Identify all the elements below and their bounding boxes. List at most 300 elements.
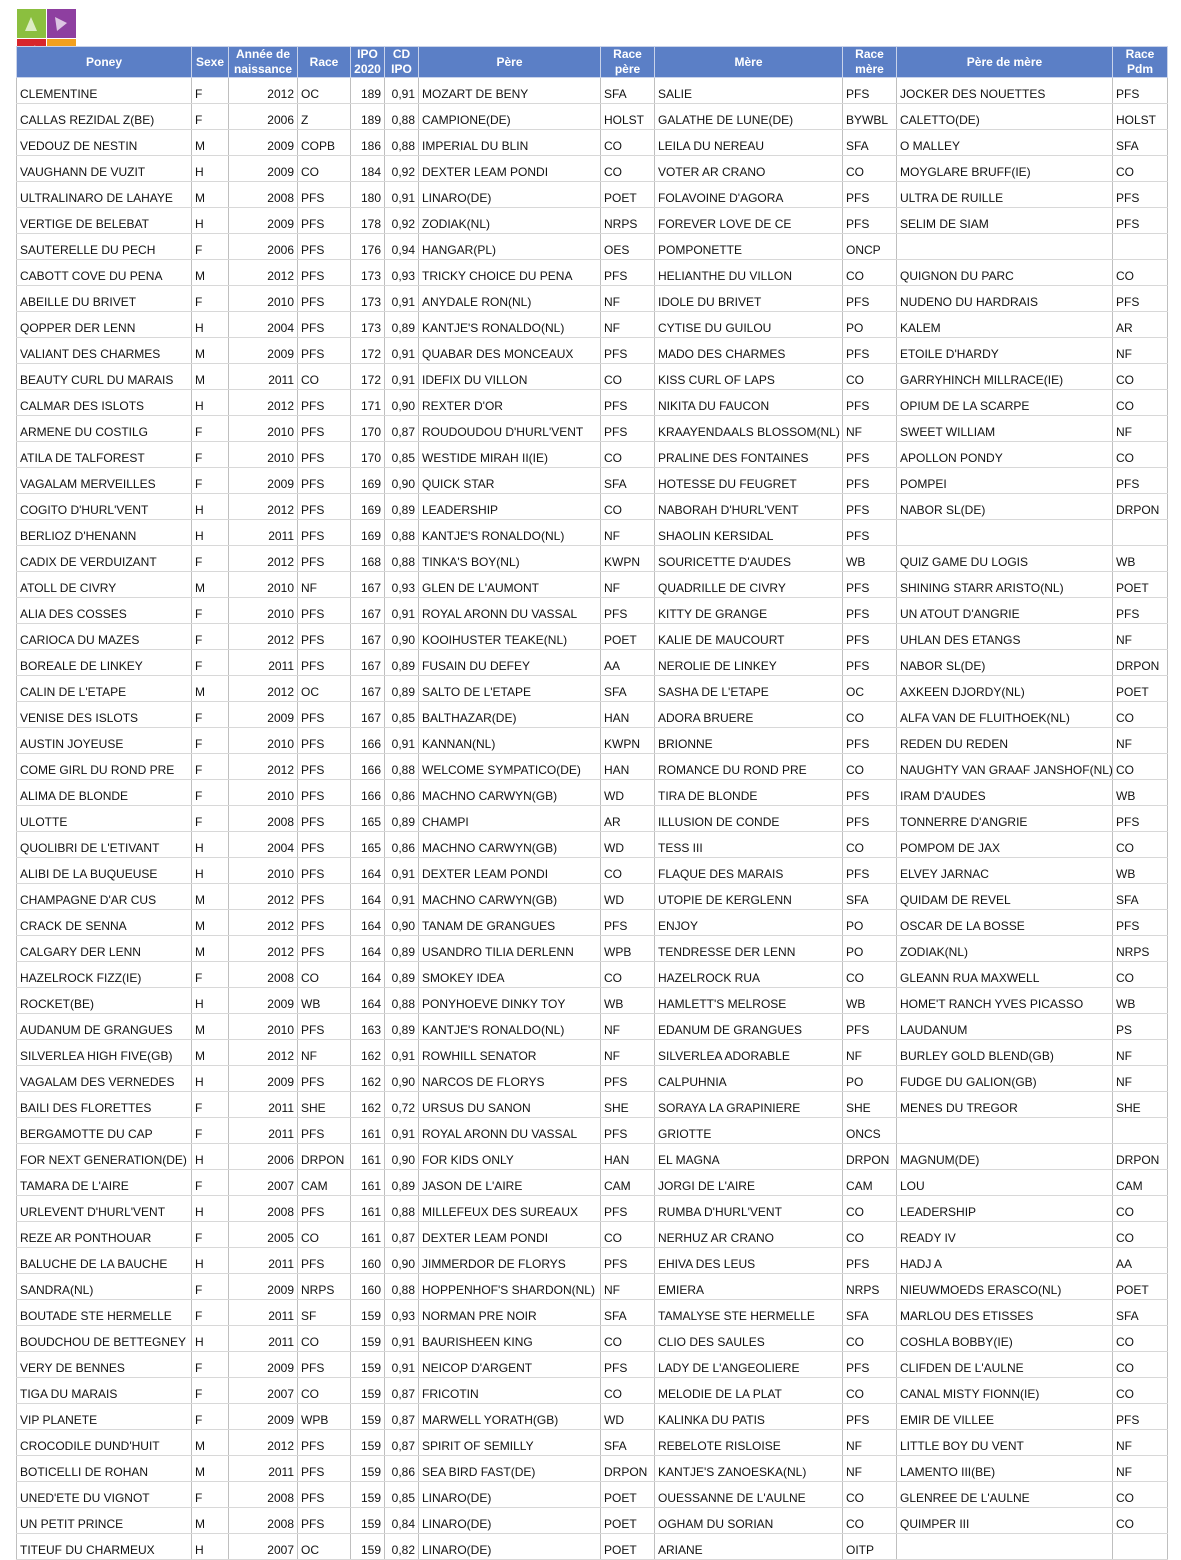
cell-race-mere: CO — [843, 962, 897, 988]
table-row — [17, 104, 1168, 130]
cell-ipo: 161 — [351, 1118, 385, 1144]
cell-sexe: H — [192, 1144, 229, 1170]
table-row — [17, 988, 1168, 1014]
cell-pere-de-mere: HADJ A — [897, 1248, 1113, 1274]
cell-race-pdm: SHE — [1113, 1092, 1168, 1118]
cell-poney: ROCKET(BE) — [17, 988, 192, 1014]
cell-mere: TAMALYSE STE HERMELLE — [655, 1300, 843, 1326]
cell-mere: SOURICETTE D'AUDES — [655, 546, 843, 572]
cell-ipo: 159 — [351, 1534, 385, 1560]
cell-annee: 2012 — [229, 260, 298, 286]
cell-race-pdm: CAM — [1113, 1170, 1168, 1196]
cell-race-pere: SFA — [601, 468, 655, 494]
cell-poney: VAGALAM MERVEILLES — [17, 468, 192, 494]
cell-cd-ipo: 0,86 — [385, 832, 419, 858]
cell-race-pdm: PFS — [1113, 182, 1168, 208]
cell-race-pdm: SFA — [1113, 130, 1168, 156]
cell-race-pere: CO — [601, 962, 655, 988]
cell-cd-ipo: 0,89 — [385, 676, 419, 702]
cell-poney: CALMAR DES ISLOTS — [17, 390, 192, 416]
cell-race-mere: CO — [843, 156, 897, 182]
cell-cd-ipo: 0,90 — [385, 468, 419, 494]
cell-race-mere: BYWBL — [843, 104, 897, 130]
header-pere[interactable]: Père — [419, 47, 601, 78]
cell-race-pdm: PFS — [1113, 598, 1168, 624]
cell-pere: NEICOP D'ARGENT — [419, 1352, 601, 1378]
cell-cd-ipo: 0,90 — [385, 624, 419, 650]
cell-pere-de-mere: GLEANN RUA MAXWELL — [897, 962, 1113, 988]
cell-cd-ipo: 0,88 — [385, 546, 419, 572]
cell-sexe: F — [192, 286, 229, 312]
cell-ipo: 164 — [351, 858, 385, 884]
cell-mere: LADY DE L'ANGEOLIERE — [655, 1352, 843, 1378]
cell-sexe: F — [192, 754, 229, 780]
cell-poney: CARIOCA DU MAZES — [17, 624, 192, 650]
table-row — [17, 1144, 1168, 1170]
cell-ipo: 161 — [351, 1170, 385, 1196]
cell-race-pere: HAN — [601, 754, 655, 780]
table-row — [17, 806, 1168, 832]
cell-pere-de-mere: NABOR SL(DE) — [897, 494, 1113, 520]
cell-race: PFS — [298, 234, 351, 260]
cell-race-pere: NF — [601, 286, 655, 312]
table-row — [17, 1274, 1168, 1300]
cell-ipo: 163 — [351, 1014, 385, 1040]
cell-poney: URLEVENT D'HURL'VENT — [17, 1196, 192, 1222]
cell-cd-ipo: 0,91 — [385, 1352, 419, 1378]
cell-ipo: 169 — [351, 494, 385, 520]
table-row — [17, 390, 1168, 416]
table-row — [17, 338, 1168, 364]
cell-race: WPB — [298, 1404, 351, 1430]
cell-cd-ipo: 0,88 — [385, 754, 419, 780]
cell-cd-ipo: 0,89 — [385, 494, 419, 520]
cell-race-pere: WD — [601, 884, 655, 910]
cell-race-pere: NRPS — [601, 208, 655, 234]
table-row — [17, 1456, 1168, 1482]
cell-annee: 2011 — [229, 364, 298, 390]
header-race-mere[interactable]: Race mère — [843, 47, 897, 78]
cell-pere: URSUS DU SANON — [419, 1092, 601, 1118]
cell-race-mere: PFS — [843, 78, 897, 104]
cell-poney: BOUDCHOU DE BETTEGNEY — [17, 1326, 192, 1352]
cell-race-pere: SFA — [601, 1300, 655, 1326]
table-row — [17, 1482, 1168, 1508]
cell-race: PFS — [298, 650, 351, 676]
cell-ipo: 159 — [351, 1508, 385, 1534]
cell-sexe: F — [192, 1170, 229, 1196]
cell-cd-ipo: 0,93 — [385, 260, 419, 286]
cell-mere: QUADRILLE DE CIVRY — [655, 572, 843, 598]
cell-sexe: H — [192, 1326, 229, 1352]
cell-race-mere: PFS — [843, 208, 897, 234]
cell-ipo: 162 — [351, 1040, 385, 1066]
cell-race: PFS — [298, 208, 351, 234]
cell-cd-ipo: 0,87 — [385, 1378, 419, 1404]
cell-ipo: 159 — [351, 1326, 385, 1352]
header-race-pere[interactable]: Race père — [601, 47, 655, 78]
cell-race: PFS — [298, 416, 351, 442]
cell-sexe: F — [192, 1274, 229, 1300]
cell-cd-ipo: 0,91 — [385, 858, 419, 884]
cell-race-pdm: CO — [1113, 1482, 1168, 1508]
cell-annee: 2011 — [229, 1300, 298, 1326]
cell-cd-ipo: 0,88 — [385, 104, 419, 130]
cell-pere-de-mere: EMIR DE VILLEE — [897, 1404, 1113, 1430]
cell-poney: BEAUTY CURL DU MARAIS — [17, 364, 192, 390]
cell-pere: TINKA'S BOY(NL) — [419, 546, 601, 572]
cell-race-mere: NF — [843, 1430, 897, 1456]
cell-pere-de-mere: O MALLEY — [897, 130, 1113, 156]
cell-ipo: 184 — [351, 156, 385, 182]
cell-sexe: F — [192, 416, 229, 442]
cell-race-pere: PFS — [601, 1196, 655, 1222]
cell-race-mere: PFS — [843, 780, 897, 806]
cell-annee: 2009 — [229, 702, 298, 728]
cell-annee: 2008 — [229, 962, 298, 988]
cell-race-pere: WB — [601, 988, 655, 1014]
cell-race-pdm: CO — [1113, 364, 1168, 390]
cell-annee: 2012 — [229, 78, 298, 104]
cell-race-mere: PFS — [843, 624, 897, 650]
cell-mere: HAZELROCK RUA — [655, 962, 843, 988]
cell-cd-ipo: 0,87 — [385, 416, 419, 442]
cell-race-pere: PFS — [601, 260, 655, 286]
cell-sexe: H — [192, 832, 229, 858]
cell-mere: NIKITA DU FAUCON — [655, 390, 843, 416]
cell-ipo: 178 — [351, 208, 385, 234]
cell-poney: ULOTTE — [17, 806, 192, 832]
cell-race: CO — [298, 364, 351, 390]
cell-cd-ipo: 0,93 — [385, 1300, 419, 1326]
table-header-row — [17, 47, 1168, 78]
cell-race-pere: CO — [601, 442, 655, 468]
cell-ipo: 159 — [351, 1352, 385, 1378]
cell-poney: AUDANUM DE GRANGUES — [17, 1014, 192, 1040]
cell-race: PFS — [298, 468, 351, 494]
cell-ipo: 166 — [351, 728, 385, 754]
cell-race-pere: PFS — [601, 1352, 655, 1378]
cell-sexe: F — [192, 728, 229, 754]
cell-race-pere: NF — [601, 1274, 655, 1300]
cell-pere: LINARO(DE) — [419, 1534, 601, 1560]
cell-race: PFS — [298, 832, 351, 858]
cell-annee: 2011 — [229, 1248, 298, 1274]
cell-ipo: 169 — [351, 468, 385, 494]
table-row — [17, 156, 1168, 182]
cell-race-pere: PFS — [601, 1118, 655, 1144]
cell-cd-ipo: 0,85 — [385, 1482, 419, 1508]
table-row — [17, 1014, 1168, 1040]
cell-race-pdm: CO — [1113, 390, 1168, 416]
cell-race: PFS — [298, 910, 351, 936]
cell-ipo: 159 — [351, 1404, 385, 1430]
cell-cd-ipo: 0,86 — [385, 1456, 419, 1482]
cell-annee: 2010 — [229, 442, 298, 468]
cell-mere: TENDRESSE DER LENN — [655, 936, 843, 962]
cell-pere: KANNAN(NL) — [419, 728, 601, 754]
cell-cd-ipo: 0,92 — [385, 208, 419, 234]
cell-race-pdm: PFS — [1113, 468, 1168, 494]
cell-annee: 2007 — [229, 1534, 298, 1560]
cell-poney: ALIBI DE LA BUQUEUSE — [17, 858, 192, 884]
cell-sexe: F — [192, 546, 229, 572]
cell-poney: FOR NEXT GENERATION(DE) — [17, 1144, 192, 1170]
cell-annee: 2004 — [229, 832, 298, 858]
cell-pere-de-mere: JOCKER DES NOUETTES — [897, 78, 1113, 104]
cell-annee: 2011 — [229, 1118, 298, 1144]
cell-sexe: F — [192, 1118, 229, 1144]
cell-pere: SMOKEY IDEA — [419, 962, 601, 988]
header-mere[interactable]: Mère — [655, 47, 843, 78]
cell-pere: CAMPIONE(DE) — [419, 104, 601, 130]
cell-race: OC — [298, 78, 351, 104]
cell-annee: 2011 — [229, 650, 298, 676]
cell-sexe: M — [192, 260, 229, 286]
cell-cd-ipo: 0,91 — [385, 1326, 419, 1352]
cell-ipo: 170 — [351, 442, 385, 468]
cell-race-mere: PFS — [843, 1352, 897, 1378]
cell-race-pere: AR — [601, 806, 655, 832]
cell-race-pere: PFS — [601, 910, 655, 936]
cell-race-mere: CO — [843, 1222, 897, 1248]
cell-race-pdm: NRPS — [1113, 936, 1168, 962]
cell-pere-de-mere: QUIDAM DE REVEL — [897, 884, 1113, 910]
cell-pere-de-mere: REDEN DU REDEN — [897, 728, 1113, 754]
cell-race: PFS — [298, 1014, 351, 1040]
cell-race: PFS — [298, 520, 351, 546]
cell-race-pere: NF — [601, 1014, 655, 1040]
cell-race-pdm: CO — [1113, 156, 1168, 182]
cell-mere: KALIE DE MAUCOURT — [655, 624, 843, 650]
cell-race-pere: NF — [601, 520, 655, 546]
cell-annee: 2012 — [229, 624, 298, 650]
table-row — [17, 494, 1168, 520]
cell-pere: DEXTER LEAM PONDI — [419, 858, 601, 884]
cell-poney: BOTICELLI DE ROHAN — [17, 1456, 192, 1482]
cell-pere-de-mere: NABOR SL(DE) — [897, 650, 1113, 676]
cell-annee: 2006 — [229, 234, 298, 260]
cell-race-mere: PFS — [843, 390, 897, 416]
table-row — [17, 312, 1168, 338]
cell-pere-de-mere: GARRYHINCH MILLRACE(IE) — [897, 364, 1113, 390]
cell-poney: UN PETIT PRINCE — [17, 1508, 192, 1534]
cell-pere: MACHNO CARWYN(GB) — [419, 780, 601, 806]
cell-race-pdm: NF — [1113, 1430, 1168, 1456]
table-row — [17, 1118, 1168, 1144]
cell-pere-de-mere: MAGNUM(DE) — [897, 1144, 1113, 1170]
cell-cd-ipo: 0,72 — [385, 1092, 419, 1118]
cell-race: PFS — [298, 1430, 351, 1456]
cell-cd-ipo: 0,90 — [385, 1066, 419, 1092]
cell-mere: SHAOLIN KERSIDAL — [655, 520, 843, 546]
cell-pere-de-mere: READY IV — [897, 1222, 1113, 1248]
cell-race-pere: CO — [601, 1222, 655, 1248]
header-cd-ipo[interactable]: CD IPO — [385, 47, 419, 78]
header-poney[interactable]: Poney — [17, 47, 192, 78]
cell-race: PFS — [298, 858, 351, 884]
cell-annee: 2012 — [229, 494, 298, 520]
cell-race-mere: WB — [843, 546, 897, 572]
cell-ipo: 162 — [351, 1066, 385, 1092]
cell-pere-de-mere: LAUDANUM — [897, 1014, 1113, 1040]
header-race-pdm[interactable]: Race Pdm — [1113, 47, 1168, 78]
cell-pere: KANTJE'S RONALDO(NL) — [419, 520, 601, 546]
cell-ipo: 166 — [351, 780, 385, 806]
cell-annee: 2009 — [229, 1066, 298, 1092]
cell-annee: 2009 — [229, 130, 298, 156]
cell-sexe: F — [192, 1482, 229, 1508]
cell-cd-ipo: 0,94 — [385, 234, 419, 260]
cell-annee: 2007 — [229, 1378, 298, 1404]
cell-mere: CLIO DES SAULES — [655, 1326, 843, 1352]
cell-pere-de-mere: CANAL MISTY FIONN(IE) — [897, 1378, 1113, 1404]
cell-ipo: 170 — [351, 416, 385, 442]
cell-sexe: H — [192, 988, 229, 1014]
cell-race: PFS — [298, 702, 351, 728]
cell-race-mere: PO — [843, 936, 897, 962]
cell-cd-ipo: 0,91 — [385, 884, 419, 910]
cell-sexe: M — [192, 910, 229, 936]
cell-race-pdm — [1113, 1118, 1168, 1144]
cell-mere: TESS III — [655, 832, 843, 858]
cell-sexe: M — [192, 884, 229, 910]
cell-poney: ALIMA DE BLONDE — [17, 780, 192, 806]
cell-mere: KRAAYENDAALS BLOSSOM(NL) — [655, 416, 843, 442]
cell-cd-ipo: 0,87 — [385, 1430, 419, 1456]
header-pere-de-mere[interactable]: Père de mère — [897, 47, 1113, 78]
cell-annee: 2012 — [229, 546, 298, 572]
cell-race: PFS — [298, 494, 351, 520]
cell-sexe: H — [192, 1534, 229, 1560]
cell-sexe: M — [192, 1040, 229, 1066]
cell-race-pere: CO — [601, 858, 655, 884]
cell-race-mere: PFS — [843, 338, 897, 364]
cell-mere: MELODIE DE LA PLAT — [655, 1378, 843, 1404]
cell-cd-ipo: 0,90 — [385, 910, 419, 936]
cell-ipo: 161 — [351, 1222, 385, 1248]
cell-cd-ipo: 0,89 — [385, 936, 419, 962]
cell-mere: CYTISE DU GUILOU — [655, 312, 843, 338]
cell-sexe: H — [192, 1196, 229, 1222]
cell-cd-ipo: 0,82 — [385, 1534, 419, 1560]
cell-race: PFS — [298, 182, 351, 208]
cell-pere-de-mere: ZODIAK(NL) — [897, 936, 1113, 962]
cell-race: PFS — [298, 1482, 351, 1508]
header-race[interactable]: Race — [298, 47, 351, 78]
cell-mere: HOTESSE DU FEUGRET — [655, 468, 843, 494]
cell-pere: SPIRIT OF SEMILLY — [419, 1430, 601, 1456]
cell-cd-ipo: 0,93 — [385, 572, 419, 598]
cell-race-pdm: NF — [1113, 1040, 1168, 1066]
cell-ipo: 173 — [351, 312, 385, 338]
cell-annee: 2009 — [229, 1404, 298, 1430]
cell-race-mere: PFS — [843, 598, 897, 624]
cell-annee: 2012 — [229, 1430, 298, 1456]
cell-poney: COME GIRL DU ROND PRE — [17, 754, 192, 780]
header-annee[interactable]: Année de naissance — [229, 47, 298, 78]
header-ipo[interactable]: IPO 2020 — [351, 47, 385, 78]
cell-race-mere: PFS — [843, 494, 897, 520]
cell-sexe: F — [192, 1300, 229, 1326]
cell-race: CO — [298, 962, 351, 988]
table-row — [17, 832, 1168, 858]
cell-mere: SALIE — [655, 78, 843, 104]
cell-race-pere: WD — [601, 780, 655, 806]
cell-pere-de-mere: MENES DU TREGOR — [897, 1092, 1113, 1118]
cell-pere-de-mere: LITTLE BOY DU VENT — [897, 1430, 1113, 1456]
cell-pere: BALTHAZAR(DE) — [419, 702, 601, 728]
cell-pere-de-mere: MARLOU DES ETISSES — [897, 1300, 1113, 1326]
cell-pere-de-mere: AXKEEN DJORDY(NL) — [897, 676, 1113, 702]
cell-race-pdm: PFS — [1113, 286, 1168, 312]
cell-race-pdm: DRPON — [1113, 1144, 1168, 1170]
cell-mere: KANTJE'S ZANOESKA(NL) — [655, 1456, 843, 1482]
cell-pere: MACHNO CARWYN(GB) — [419, 832, 601, 858]
cell-annee: 2010 — [229, 1014, 298, 1040]
cell-poney: BOUTADE STE HERMELLE — [17, 1300, 192, 1326]
cell-race-mere: NF — [843, 1456, 897, 1482]
cell-ipo: 167 — [351, 624, 385, 650]
cell-ipo: 164 — [351, 936, 385, 962]
cell-race: PFS — [298, 1456, 351, 1482]
cell-mere: FLAQUE DES MARAIS — [655, 858, 843, 884]
cell-race: CO — [298, 156, 351, 182]
cell-pere: WELCOME SYMPATICO(DE) — [419, 754, 601, 780]
cell-race-pdm: POET — [1113, 572, 1168, 598]
cell-race-pdm: CO — [1113, 832, 1168, 858]
cell-poney: QUOLIBRI DE L'ETIVANT — [17, 832, 192, 858]
cell-pere-de-mere: TONNERRE D'ANGRIE — [897, 806, 1113, 832]
cell-sexe: H — [192, 312, 229, 338]
cell-poney: UNED'ETE DU VIGNOT — [17, 1482, 192, 1508]
cell-race-pere: WPB — [601, 936, 655, 962]
cell-pere-de-mere: LOU — [897, 1170, 1113, 1196]
cell-race: OC — [298, 676, 351, 702]
cell-mere: NERHUZ AR CRANO — [655, 1222, 843, 1248]
cell-race-mere: CO — [843, 702, 897, 728]
cell-race-pdm: NF — [1113, 728, 1168, 754]
cell-cd-ipo: 0,91 — [385, 338, 419, 364]
cell-race-mere: PFS — [843, 1404, 897, 1430]
cell-race-pdm: NF — [1113, 338, 1168, 364]
cell-cd-ipo: 0,91 — [385, 182, 419, 208]
cell-pere-de-mere: SHINING STARR ARISTO(NL) — [897, 572, 1113, 598]
cell-race-pere: POET — [601, 1508, 655, 1534]
cell-ipo: 164 — [351, 884, 385, 910]
cell-sexe: H — [192, 390, 229, 416]
cell-annee: 2010 — [229, 286, 298, 312]
table-body — [17, 78, 1168, 1560]
cell-pere-de-mere: QUIMPER III — [897, 1508, 1113, 1534]
cell-pere: BAURISHEEN KING — [419, 1326, 601, 1352]
cell-race: PFS — [298, 1196, 351, 1222]
cell-race: CAM — [298, 1170, 351, 1196]
cell-sexe: M — [192, 936, 229, 962]
cell-race-mere: CO — [843, 260, 897, 286]
cell-race-pdm: PFS — [1113, 78, 1168, 104]
cell-race-mere: OITP — [843, 1534, 897, 1560]
cell-race-pdm: CO — [1113, 1196, 1168, 1222]
table-row — [17, 650, 1168, 676]
cell-poney: BERGAMOTTE DU CAP — [17, 1118, 192, 1144]
header-sexe[interactable]: Sexe — [192, 47, 229, 78]
cell-race-mere: WB — [843, 988, 897, 1014]
cell-race-pdm — [1113, 520, 1168, 546]
cell-sexe: M — [192, 676, 229, 702]
cell-poney: VERTIGE DE BELEBAT — [17, 208, 192, 234]
cell-race-pdm: PFS — [1113, 1404, 1168, 1430]
